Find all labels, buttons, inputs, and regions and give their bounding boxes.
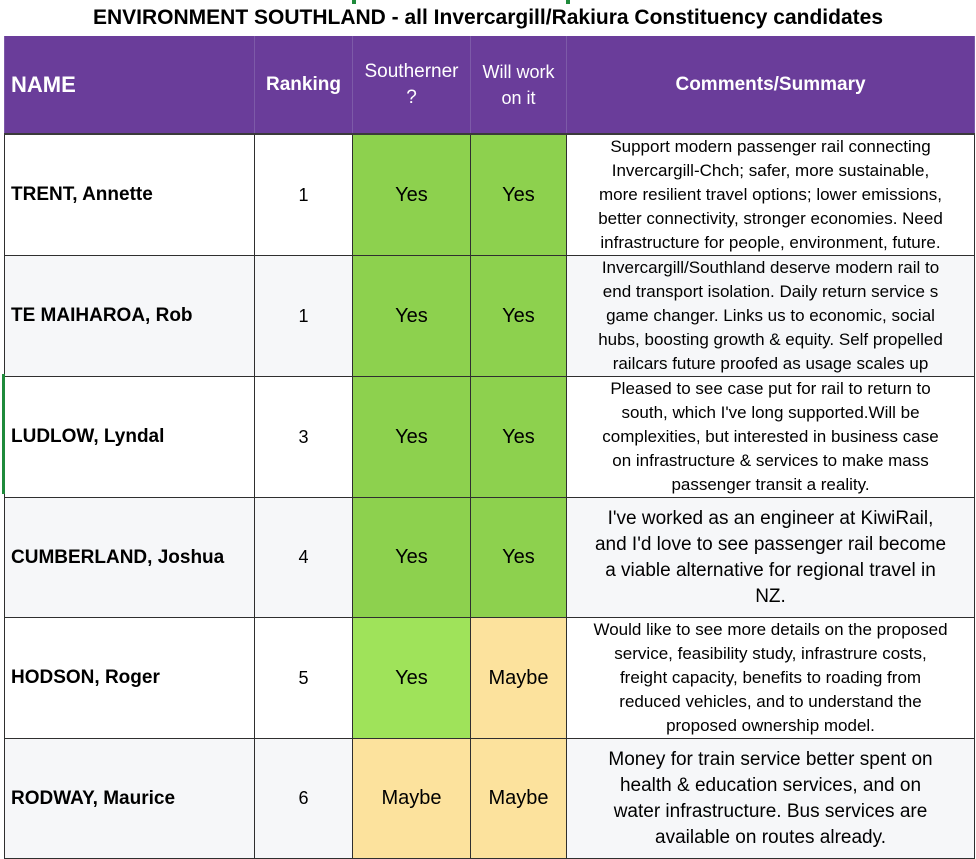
comment-line: freight capacity, benefits to roading from [619, 668, 922, 687]
southerner-cell[interactable]: Maybe [353, 739, 471, 859]
comment-cell[interactable] [567, 498, 975, 618]
header-will-work-line: on it [501, 87, 536, 108]
candidate-name[interactable]: LUDLOW, Lyndal [5, 377, 255, 498]
header-southerner[interactable] [353, 36, 471, 134]
comment-line: Support modern passenger rail connecting [610, 137, 931, 156]
sheet-title[interactable]: ENVIRONMENT SOUTHLAND - all Invercargill/Rakiura Constituency candidates [4, 0, 972, 37]
will-work-cell[interactable]: Yes [471, 134, 567, 256]
comment-line: south, which I've long supported.Will be [621, 403, 920, 422]
southerner-cell[interactable]: Yes [353, 256, 471, 377]
candidate-name[interactable]: TE MAIHAROA, Rob [5, 256, 255, 377]
comment-line: proposed ownership model. [666, 716, 875, 735]
header-comments[interactable]: Comments/Summary [567, 36, 975, 134]
comment-line: service, feasibility study, infrastrure costs, [614, 644, 927, 663]
candidate-row [5, 618, 975, 739]
candidate-ranking[interactable]: 3 [255, 377, 353, 498]
will-work-cell[interactable]: Yes [471, 256, 567, 377]
candidate-ranking[interactable]: 4 [255, 498, 353, 618]
header-southerner-line: Southerner [364, 60, 459, 82]
comment-cell[interactable] [567, 618, 975, 739]
comment-line: Would like to see more details on the proposed [593, 620, 948, 639]
candidate-name[interactable]: RODWAY, Maurice [5, 739, 255, 859]
comment-line: end transport isolation. Daily return service s [602, 282, 939, 301]
candidate-row [5, 256, 975, 377]
selected-row-indicator [2, 374, 5, 494]
header-will-work-line: Will work [482, 61, 555, 82]
header-will-work[interactable] [471, 36, 567, 134]
comment-line: water infrastructure. Bus services are [613, 800, 928, 822]
candidate-name[interactable]: HODSON, Roger [5, 618, 255, 739]
comment-line: available on routes already. [655, 826, 886, 848]
comment-line: Invercargill-Chch; safer, more sustainable, [611, 161, 930, 180]
comment-line: I've worked as an engineer at KiwiRail, [607, 507, 934, 529]
comment-cell[interactable] [567, 377, 975, 498]
will-work-cell[interactable]: Yes [471, 377, 567, 498]
southerner-cell[interactable]: Yes [353, 377, 471, 498]
candidate-ranking[interactable]: 5 [255, 618, 353, 739]
candidate-ranking[interactable]: 1 [255, 256, 353, 377]
comment-cell[interactable] [567, 739, 975, 859]
candidate-row [5, 134, 975, 256]
comment-line: on infrastructure & services to make mass [612, 451, 929, 470]
comment-line: passenger transit a reality. [671, 475, 870, 494]
comment-cell[interactable] [567, 256, 975, 377]
candidate-row [5, 377, 975, 498]
comment-line: a viable alternative for regional travel in [605, 559, 936, 581]
candidate-name[interactable]: CUMBERLAND, Joshua [5, 498, 255, 618]
southerner-cell[interactable]: Yes [353, 618, 471, 739]
candidates-table [4, 36, 975, 859]
header-southerner-line: ? [406, 86, 417, 108]
header-ranking[interactable]: Ranking [255, 36, 353, 134]
comment-line: NZ. [755, 585, 786, 607]
comment-line: more resilient travel options; lower emissions, [599, 185, 942, 204]
header-name[interactable]: NAME [5, 36, 255, 134]
comment-line: complexities, but interested in business case [602, 427, 939, 446]
comment-line: Pleased to see case put for rail to return to [610, 379, 931, 398]
comment-line: infrastructure for people, environment, future. [600, 233, 941, 252]
candidate-ranking[interactable]: 6 [255, 739, 353, 859]
comment-cell[interactable] [567, 134, 975, 256]
southerner-cell[interactable]: Yes [353, 134, 471, 256]
header-row [5, 36, 975, 134]
comment-line: reduced vehicles, and to understand the [619, 692, 922, 711]
comment-line: better connectivity, stronger economies. Need [598, 209, 943, 228]
comment-line: Invercargill/Southland deserve modern rail to [601, 258, 940, 277]
will-work-cell[interactable]: Yes [471, 498, 567, 618]
candidate-ranking[interactable]: 1 [255, 134, 353, 256]
will-work-cell[interactable]: Maybe [471, 739, 567, 859]
comment-line: Money for train service better spent on [608, 748, 933, 770]
comment-line: railcars future proofed as usage scales up [612, 354, 929, 373]
comment-line: hubs, boosting growth & equity. Self propelled [598, 330, 943, 349]
comment-line: health & education services, and on [619, 774, 922, 796]
candidate-row [5, 498, 975, 618]
candidate-row [5, 739, 975, 859]
southerner-cell[interactable]: Yes [353, 498, 471, 618]
candidate-name[interactable]: TRENT, Annette [5, 134, 255, 256]
will-work-cell[interactable]: Maybe [471, 618, 567, 739]
comment-line: and I'd love to see passenger rail become [594, 533, 947, 555]
comment-line: game changer. Links us to economic, social [606, 306, 935, 325]
